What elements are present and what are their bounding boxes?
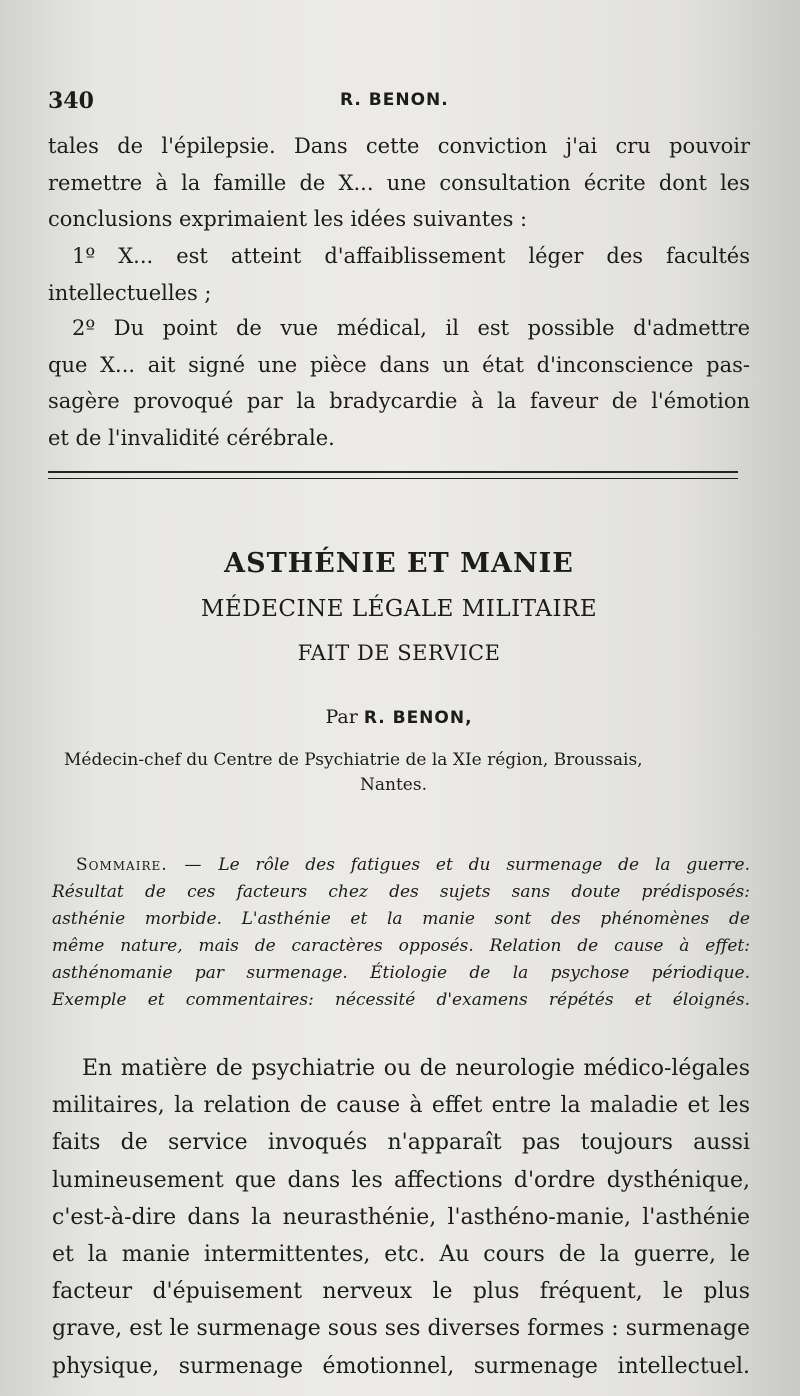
article-subtitle: MÉDECINE LÉGALE MILITAIRE (200, 596, 598, 622)
summary-line: Exemple et commentaires: nécessité d'examens répétés et éloignés. (52, 990, 750, 1010)
conclusion-item-1 (48, 238, 750, 311)
article-summary (52, 852, 750, 1014)
intro-paragraph (48, 128, 750, 238)
section-divider (48, 471, 738, 473)
text-line: facteur d'épuisement nerveux le plus fréquent, le plus (52, 1279, 750, 1305)
body-paragraph (52, 1050, 750, 1385)
author-affiliation (64, 748, 750, 798)
text-line: physique, surmenage émotionnel, surmenage intellectuel. (52, 1353, 750, 1379)
affiliation-line: Médecin-chef du Centre de Psychiatrie de la XIe région, Broussais, (64, 750, 643, 770)
text-line: et de l'invalidité cérébrale. (48, 425, 335, 450)
summary-line: même nature, mais de caractères opposés. Relation de cause à effet: (52, 936, 750, 956)
text-line: que X... ait signé une pièce dans un état d'inconscience pas- (48, 352, 750, 377)
text-line: et la manie intermittentes, etc. Au cours de la guerre, le (52, 1242, 750, 1268)
summary-line: asthénie morbide. L'asthénie et la manie sont des phénomènes de (52, 909, 750, 929)
byline (48, 706, 750, 728)
article-subtitle-2: FAIT DE SERVICE (297, 641, 501, 665)
text-line: intellectuelles ; (48, 280, 212, 305)
summary-label: Sommaire. — (76, 855, 203, 875)
text-line: sagère provoqué par la bradycardie à la faveur de l'émotion (48, 389, 750, 414)
text-line: lumineusement que dans les affections d'ordre dysthénique, (52, 1167, 750, 1193)
text-line: militaires, la relation de cause à effet entre la maladie et les (52, 1093, 750, 1119)
summary-line (52, 852, 750, 879)
text-line: faits de service invoqués n'apparaît pas toujours aussi (52, 1130, 750, 1156)
text-line: tales de l'épilepsie. Dans cette conviction j'ai cru pouvoir (48, 134, 750, 158)
page-number: 340 (48, 88, 94, 114)
text-line: remettre à la famille de X... une consultation écrite dont les (48, 170, 750, 195)
text-line: c'est-à-dire dans la neurasthénie, l'asthéno-manie, l'asthénie (52, 1204, 750, 1230)
text-line: conclusions exprimaient les idées suivantes : (48, 207, 528, 232)
text-line: En matière de psychiatrie ou de neurologie médico-légales (82, 1056, 750, 1081)
summary-line: asthénomanie par surmenage. Étiologie de la psychose périodique. (52, 963, 750, 983)
affiliation-line: Nantes. (360, 775, 427, 795)
summary-first-text: Le rôle des fatigues et du surmenage de la guerre. (218, 855, 750, 875)
conclusion-item-2 (48, 310, 750, 456)
text-line: grave, est le surmenage sous ses diverses formes : surmenage (52, 1316, 750, 1342)
summary-line: Résultat de ces facteurs chez des sujets sans doute prédisposés: (52, 882, 750, 902)
page-header (48, 88, 750, 118)
byline-prefix: Par (325, 706, 358, 728)
section-divider-thin (48, 478, 738, 479)
text-line: 1º X... est atteint d'affaiblissement léger des facultés (72, 244, 750, 268)
author-name: R. BENON, (363, 708, 473, 728)
article-title: ASTHÉNIE ET MANIE (224, 548, 574, 579)
text-line: 2º Du point de vue médical, il est possible d'admettre (72, 316, 750, 340)
running-head: R. BENON. (340, 90, 449, 110)
